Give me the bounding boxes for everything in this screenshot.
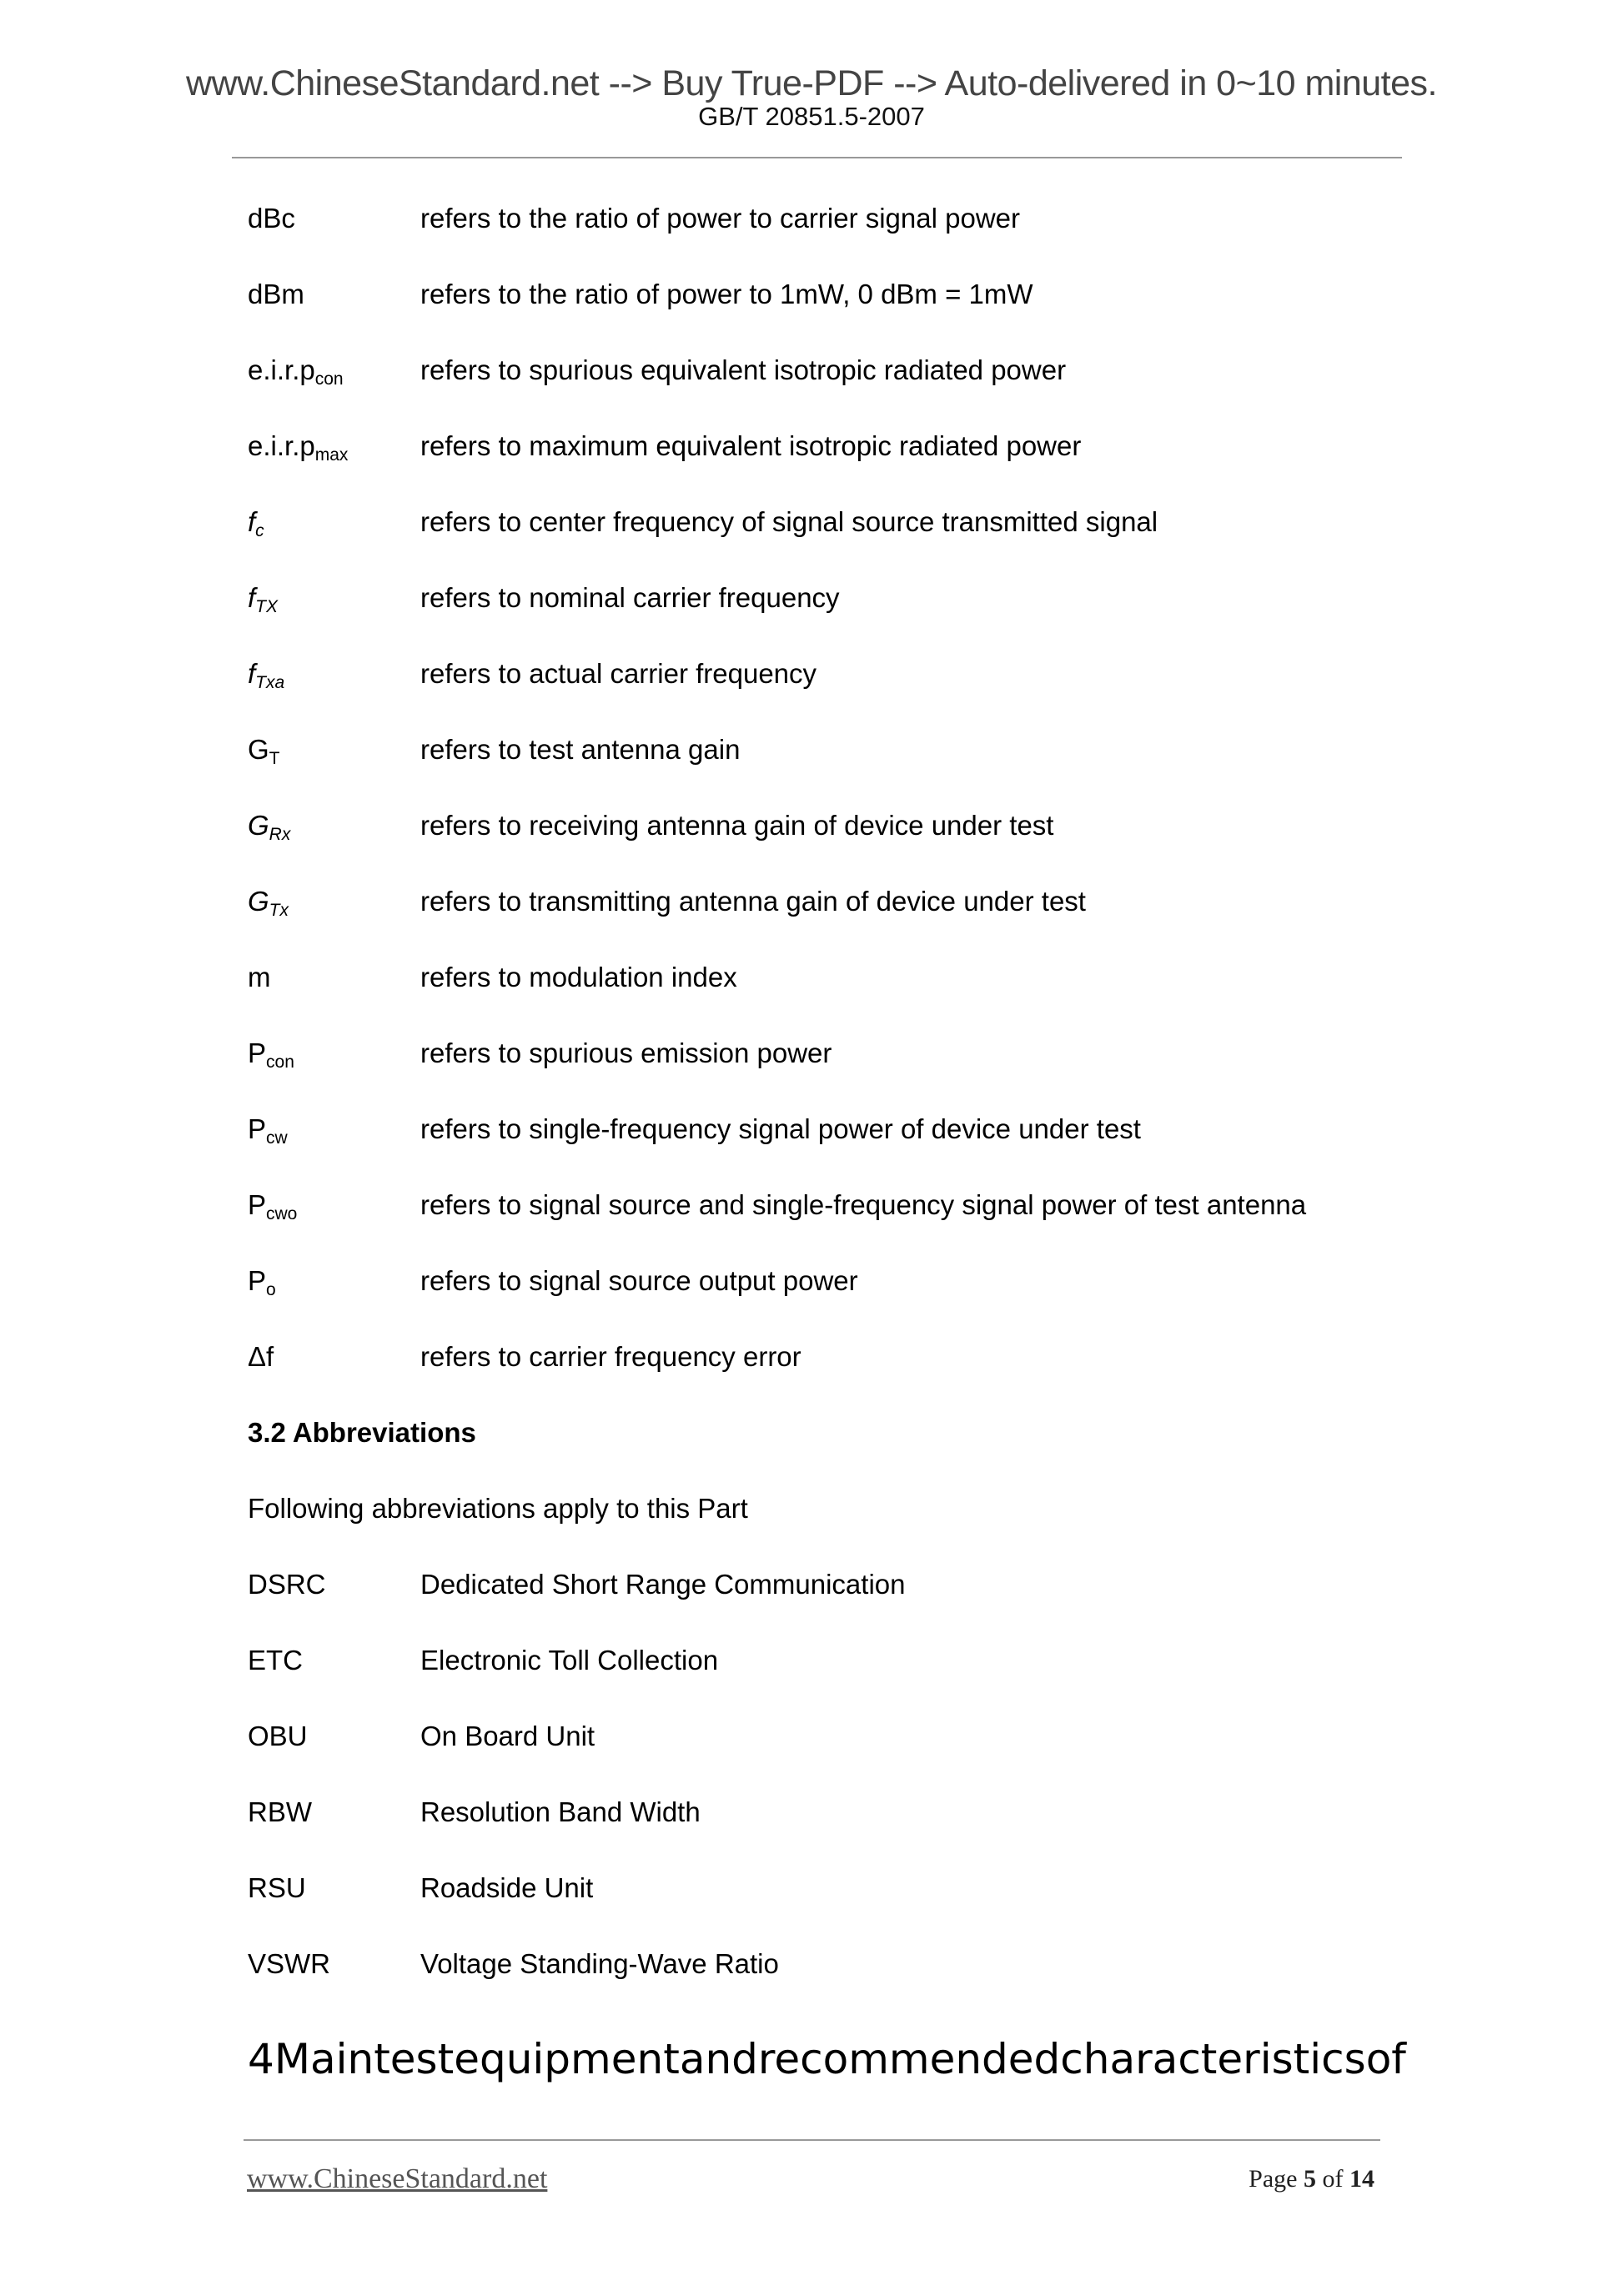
symbol-description: refers to maximum equivalent isotropic radiated power [420, 430, 1082, 461]
symbol-description: refers to center frequency of signal source transmitted signal [420, 506, 1158, 537]
header-rule [232, 157, 1402, 158]
symbol-description: refers to the ratio of power to 1mW, 0 dBm = 1mW [420, 279, 1033, 309]
heading-word: and [679, 2035, 758, 2083]
footer-rule [244, 2139, 1380, 2141]
symbol-description: refers to signal source and single-frequency signal power of test antenna [420, 1189, 1307, 1220]
symbol-description: refers to nominal carrier frequency [420, 582, 840, 613]
heading-word: 4 [248, 2035, 274, 2083]
symbol-base: G [248, 734, 269, 765]
heading-word: characteristics [1060, 2035, 1366, 2083]
footer-site-link[interactable]: www.ChineseStandard.net [247, 2163, 548, 2194]
symbol [248, 959, 271, 1005]
abbreviation: DSRC [248, 1569, 326, 1600]
symbol-base: f [248, 506, 256, 537]
symbol [248, 352, 344, 398]
of-label: of [1322, 2165, 1344, 2193]
symbol-base: e.i.r.p [248, 354, 315, 385]
abbreviation: VSWR [248, 1948, 330, 1979]
symbol-description: refers to the ratio of power to carrier signal power [420, 203, 1020, 234]
symbol [248, 1263, 276, 1309]
symbol-description: refers to spurious equivalent isotropic radiated power [420, 354, 1067, 385]
symbol [248, 807, 290, 853]
symbol-base: dBc [248, 203, 295, 234]
symbol-base: P [248, 1037, 267, 1068]
symbol-subscript: Tx [269, 901, 289, 920]
symbol-subscript: Rx [269, 825, 291, 844]
symbol-description: refers to modulation index [420, 962, 737, 992]
heading-word: test [374, 2035, 455, 2083]
symbol-base: dBm [248, 279, 304, 309]
symbol-base: f [248, 658, 256, 689]
symbol-description: refers to test antenna gain [420, 734, 741, 765]
abbreviation-description: Electronic Toll Collection [420, 1645, 719, 1676]
abbreviation: OBU [248, 1721, 308, 1751]
symbol [248, 656, 284, 701]
page-label: Page [1249, 2165, 1298, 2193]
heading-word: recommended [757, 2035, 1061, 2083]
symbol-description: refers to carrier frequency error [420, 1341, 801, 1372]
symbol-description: refers to single-frequency signal power of device under test [420, 1113, 1141, 1144]
abbreviation-description: On Board Unit [420, 1721, 595, 1751]
symbol [248, 1035, 294, 1081]
symbol-subscript: con [314, 369, 344, 389]
document-id: GB/T 20851.5-2007 [698, 102, 925, 131]
symbol-base: P [248, 1113, 267, 1144]
abbreviation: ETC [248, 1645, 303, 1676]
abbrev-intro: Following abbreviations apply to this Part [248, 1493, 748, 1524]
symbol-subscript: Txa [255, 673, 285, 692]
symbol-description: refers to signal source output power [420, 1265, 858, 1296]
symbol-subscript: con [266, 1053, 294, 1072]
symbol [248, 1339, 274, 1384]
symbol-subscript: TX [255, 597, 279, 616]
symbol-base: m [248, 962, 271, 992]
heading-word: equipment [454, 2035, 680, 2083]
abbreviation-description: Resolution Band Width [420, 1796, 701, 1827]
symbol [248, 731, 280, 777]
symbol-description: refers to spurious emission power [420, 1037, 832, 1068]
symbol-base: G [248, 886, 269, 917]
symbol [248, 1111, 288, 1157]
page-current: 5 [1304, 2165, 1316, 2193]
symbol [248, 504, 264, 550]
symbol-subscript: o [266, 1280, 276, 1299]
symbol [248, 580, 278, 625]
symbol-description: refers to transmitting antenna gain of device under test [420, 886, 1086, 917]
symbol [248, 1187, 297, 1233]
heading-word: Main [274, 2035, 374, 2083]
symbol-base: f [248, 582, 256, 613]
banner: www.ChineseStandard.net --> Buy True-PDF --> Auto-delivered in 0~10 minutes. [185, 63, 1437, 103]
abbreviation-description: Voltage Standing-Wave Ratio [420, 1948, 779, 1979]
symbol-subscript: c [255, 521, 264, 540]
symbol-base: e.i.r.p [248, 430, 315, 461]
symbol [248, 276, 304, 322]
symbol [248, 428, 348, 474]
abbreviation-description: Roadside Unit [420, 1872, 594, 1903]
symbol-base: Δf [248, 1341, 274, 1372]
symbol-base: G [248, 810, 269, 841]
symbol [248, 200, 295, 246]
symbol-description: refers to receiving antenna gain of device under test [420, 810, 1054, 841]
symbol-subscript: max [314, 445, 349, 465]
section-3-2-heading: 3.2 Abbreviations [248, 1417, 476, 1448]
section-4-heading [248, 2035, 1406, 2083]
symbol-base: P [248, 1189, 267, 1220]
symbol-subscript: cw [266, 1128, 288, 1148]
heading-word: of [1365, 2035, 1406, 2083]
symbol-subscript: T [269, 749, 280, 768]
symbol-subscript: cwo [266, 1204, 298, 1223]
abbreviation: RSU [248, 1872, 306, 1903]
page-total: 14 [1349, 2165, 1374, 2193]
symbol [248, 883, 289, 929]
symbol-description: refers to actual carrier frequency [420, 658, 817, 689]
symbol-base: P [248, 1265, 267, 1296]
page-number [1249, 2165, 1374, 2193]
abbreviation-description: Dedicated Short Range Communication [420, 1569, 906, 1600]
abbreviation: RBW [248, 1796, 312, 1827]
